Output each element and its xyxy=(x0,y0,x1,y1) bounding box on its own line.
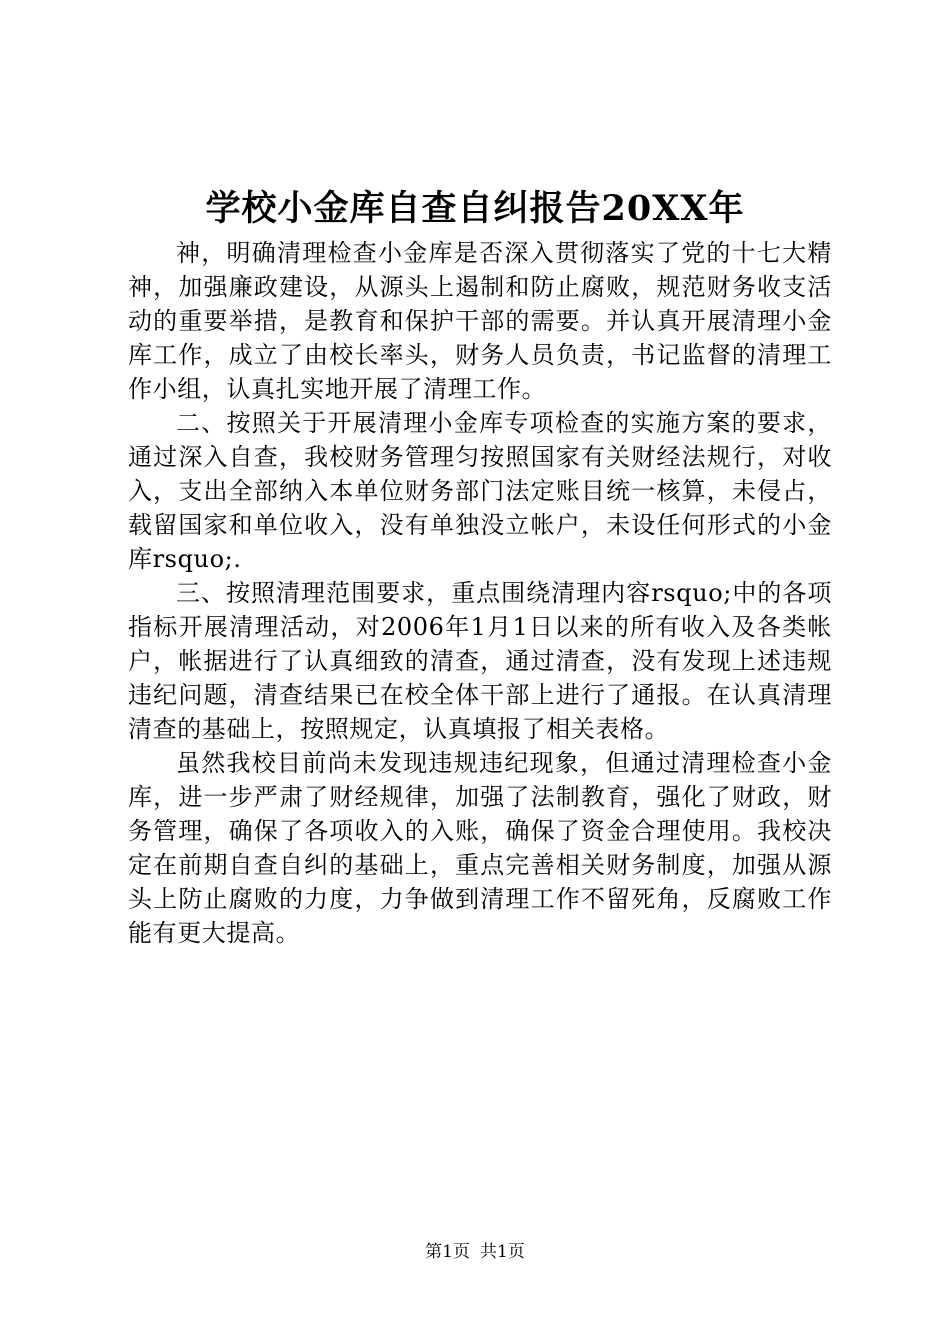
page-number: 第1页 xyxy=(425,1242,470,1262)
paragraph-4: 虽然我校目前尚未发现违规违纪现象，但通过清理检查小金库，进一步严肃了财经规律，加强了法制教育，强化了财政，财务管理，确保了各项收入的入账，确保了资金合理使用。我校决定在前期自查自纠的基础上，重点完善相关财务制度，加强从源头上防止腐败的力度，力争做到清理工作不留死角，反腐败工作能有更大提高。 xyxy=(128,749,832,947)
page-footer xyxy=(0,1240,950,1264)
paragraph-1: 神，明确清理检查小金库是否深入贯彻落实了党的十七大精神，加强廉政建设，从源头上遏制和防止腐败，规范财务收支活动的重要举措，是教育和保护干部的需要。并认真开展清理小金库工作，成立了由校长率头，财务人员负责，书记监督的清理工作小组，认真扎实地开展了清理工作。 xyxy=(128,239,832,403)
paragraph-2: 二、按照关于开展清理小金库专项检查的实施方案的要求，通过深入自查，我校财务管理匀按照国家有关财经法规行，对收入，支出全部纳入本单位财务部门法定账目统一核算，未侵占，载留国家和单位收入，没有单独没立帐户，未设任何形式的小金库rsquo;. xyxy=(128,409,832,573)
document-body xyxy=(128,236,832,950)
paragraph-3: 三、按照清理范围要求，重点围绕清理内容rsquo;中的各项指标开展清理活动，对2006年1月1日以来的所有收入及各类帐户，帐据进行了认真细致的清查，通过清查，没有发现上述违规违纪问题，清查结果已在校全体干部上进行了通报。在认真清理清查的基础上，按照规定，认真填报了相关表格。 xyxy=(128,579,832,743)
page-total: 共1页 xyxy=(480,1242,525,1262)
document-title: 学校小金库自查自纠报告20XX年 xyxy=(205,188,745,229)
